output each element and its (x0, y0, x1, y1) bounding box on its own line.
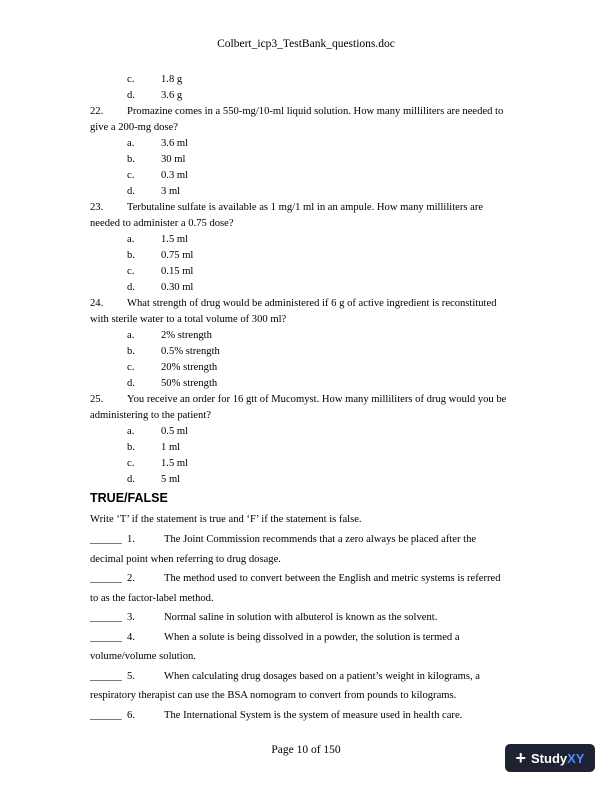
section-instructions: Write ‘T’ if the statement is true and ‘F’ if the statement is false. (90, 514, 362, 525)
tf-item-6 (90, 706, 530, 726)
question-text-continued: administering to the patient? (90, 410, 211, 421)
plus-icon: + (515, 748, 527, 768)
answer-blank: ______ (90, 670, 122, 682)
tf-item-2 (90, 569, 530, 608)
tf-text: The method used to convert between the English and metric systems is referred (164, 573, 501, 584)
tf-text-continued: to as the factor-label method. (90, 592, 214, 604)
tf-text: The Joint Commission recommends that a zero always be placed after the (164, 534, 477, 545)
question-number: 24. (90, 298, 104, 309)
tf-number: 1. (127, 534, 135, 545)
question-number: 25. (90, 394, 104, 405)
tf-text: The International System is the system of measure used in health care. (164, 709, 463, 721)
tf-text: When a solute is being dissolved in a powder, the solution is termed a (164, 631, 460, 643)
document-header: Colbert_icp3_TestBank_questions.doc (217, 38, 395, 50)
question-text: What strength of drug would be administered if 6 g of active ingredient is reconstituted (127, 298, 497, 309)
option-letter: a. (127, 426, 135, 437)
option-letter: d. (127, 186, 135, 197)
tf-number: 4. (127, 631, 135, 643)
option-text: 50% strength (161, 378, 218, 389)
option-letter: b. (127, 154, 135, 165)
option-text: 3.6 ml (161, 138, 189, 149)
option-text: 20% strength (161, 362, 218, 373)
option-text: 0.5% strength (161, 346, 220, 357)
option-letter: d. (127, 378, 135, 389)
question-22 (90, 104, 530, 136)
option-letter: c. (127, 362, 135, 373)
option-text: 0.15 ml (161, 266, 194, 277)
option-text: 0.75 ml (161, 250, 194, 261)
option-text: 1 ml (161, 442, 181, 453)
tf-text-continued: decimal point when referring to drug dosage. (90, 553, 281, 565)
answer-blank: ______ (90, 709, 122, 721)
option-letter: b. (127, 346, 135, 357)
question-24 (90, 296, 530, 328)
option-row (90, 184, 530, 200)
option-row (90, 472, 530, 488)
document-body (90, 72, 530, 725)
answer-blank: ______ (90, 534, 122, 545)
question-text-continued: with sterile water to a total volume of 300 ml? (90, 314, 287, 325)
option-row (90, 424, 530, 440)
tf-text-continued: volume/volume solution. (90, 651, 196, 662)
option-letter: b. (127, 442, 135, 453)
studyxy-badge[interactable] (505, 744, 595, 772)
tf-item-1 (90, 530, 530, 569)
option-text: 3.6 g (161, 90, 183, 101)
section-heading: TRUE/FALSE (90, 491, 168, 505)
option-text: 0.30 ml (161, 282, 194, 293)
option-letter: d. (127, 282, 135, 293)
option-text: 0.3 ml (161, 170, 189, 181)
option-letter: a. (127, 330, 135, 341)
option-row (90, 88, 530, 104)
tf-item-4 (90, 628, 530, 667)
tf-number: 6. (127, 709, 135, 721)
tf-number: 5. (127, 670, 135, 682)
brand-study: Study (531, 750, 568, 766)
option-row (90, 456, 530, 472)
tf-number: 3. (127, 612, 135, 623)
question-number: 22. (90, 106, 104, 117)
option-letter: c. (127, 266, 135, 277)
option-row (90, 360, 530, 376)
question-text-continued: give a 200-mg dose? (90, 122, 178, 133)
option-row (90, 152, 530, 168)
option-row (90, 72, 530, 88)
option-letter: b. (127, 250, 135, 261)
question-text: You receive an order for 16 gtt of Mucomyst. How many milliliters of drug would you be (127, 394, 507, 405)
question-text-continued: needed to administer a 0.75 dose? (90, 218, 234, 229)
option-row (90, 136, 530, 152)
tf-text: When calculating drug dosages based on a patient’s weight in kilograms, a (164, 670, 480, 682)
option-letter: c. (127, 458, 135, 469)
option-row (90, 376, 530, 392)
question-text: Promazine comes in a 550-mg/10-ml liquid solution. How many milliliters are needed to (127, 106, 504, 117)
option-row (90, 440, 530, 456)
answer-blank: ______ (90, 612, 122, 623)
tf-item-5 (90, 667, 530, 706)
question-text: Terbutaline sulfate is available as 1 mg/1 ml in an ampule. How many milliliters are (127, 202, 484, 213)
question-25 (90, 392, 530, 424)
option-letter: d. (127, 474, 135, 485)
option-row (90, 232, 530, 248)
option-text: 1.5 ml (161, 234, 189, 245)
option-text: 2% strength (161, 330, 212, 341)
tf-number: 2. (127, 573, 135, 584)
option-text: 5 ml (161, 474, 181, 485)
option-row (90, 168, 530, 184)
option-row (90, 328, 530, 344)
option-text: 0.5 ml (161, 426, 189, 437)
question-number: 23. (90, 202, 104, 213)
option-text: 1.5 ml (161, 458, 189, 469)
option-text: 3 ml (161, 186, 181, 197)
option-text: 1.8 g (161, 74, 183, 85)
brand-xy: XY (567, 750, 585, 766)
tf-item-3 (90, 608, 530, 628)
tf-text-continued: respiratory therapist can use the BSA nomogram to convert from pounds to kilograms. (90, 690, 457, 701)
option-row (90, 264, 530, 280)
option-letter: d. (127, 90, 135, 101)
page-number: Page 10 of 150 (271, 744, 341, 756)
option-row (90, 280, 530, 296)
option-text: 30 ml (161, 154, 186, 165)
answer-blank: ______ (90, 631, 122, 643)
tf-text: Normal saline in solution with albuterol is known as the solvent. (164, 612, 438, 623)
option-letter: a. (127, 138, 135, 149)
option-letter: a. (127, 234, 135, 245)
option-row (90, 344, 530, 360)
option-letter: c. (127, 74, 135, 85)
option-letter: c. (127, 170, 135, 181)
question-23 (90, 200, 530, 232)
option-row (90, 248, 530, 264)
answer-blank: ______ (90, 573, 122, 584)
